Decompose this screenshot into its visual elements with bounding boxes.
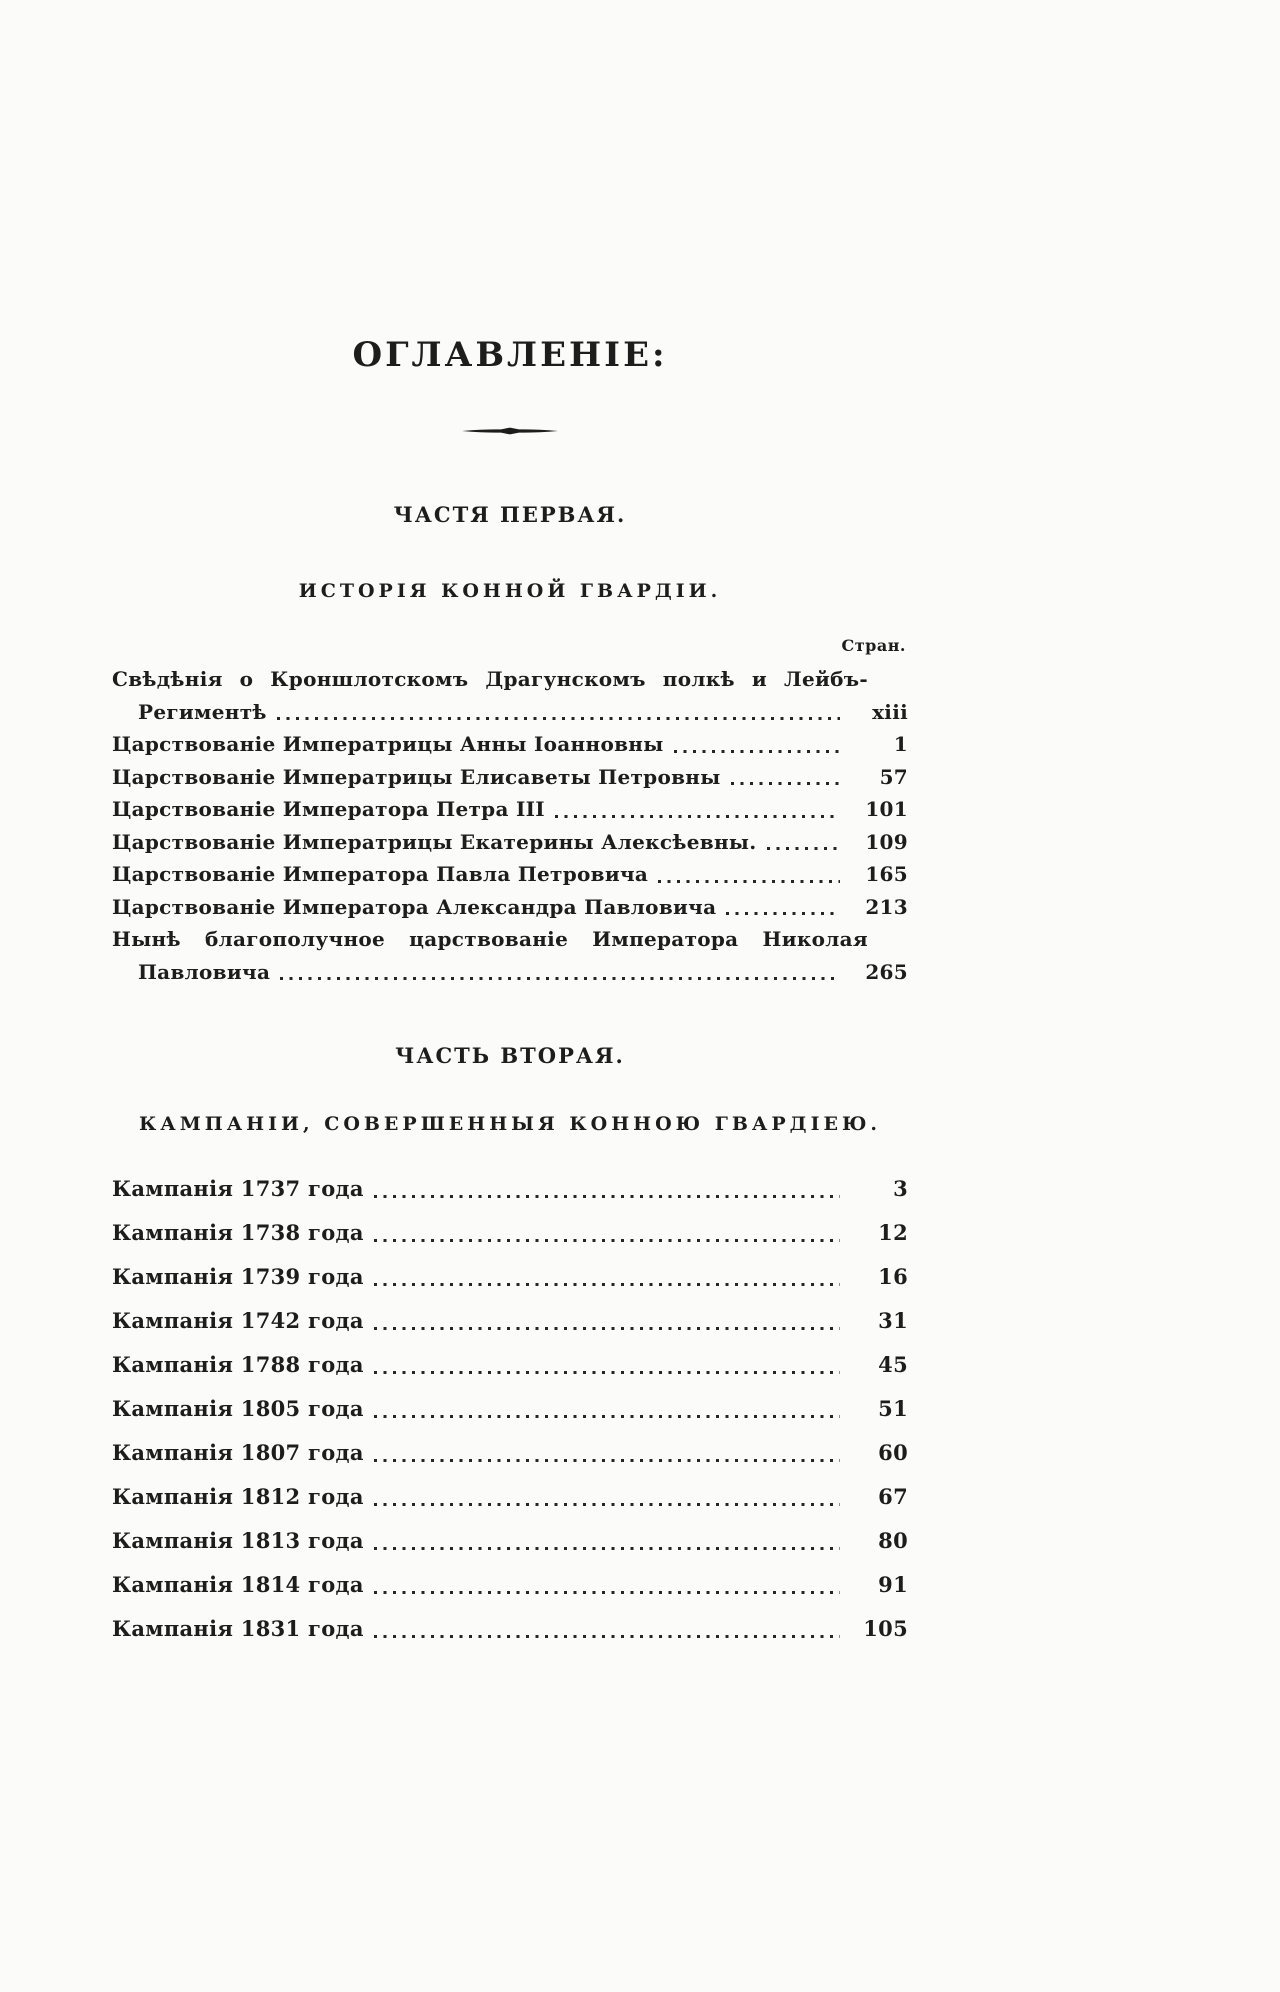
- toc-entry-title: Кампанія 1805 года: [112, 1396, 364, 1422]
- toc-entry-title: Царствованіе Императора Александра Павловича: [112, 894, 717, 919]
- toc-entry: [112, 1343, 908, 1387]
- toc-page-number: 31: [878, 1308, 908, 1334]
- toc-entry: [112, 1431, 908, 1475]
- toc-page-number: 12: [878, 1220, 908, 1246]
- pages-column-label: Стран.: [841, 636, 906, 656]
- toc-page-number: 45: [878, 1352, 908, 1378]
- dot-leader: [674, 750, 840, 753]
- dot-leader: [374, 1239, 840, 1242]
- toc-page-number: 1: [893, 732, 908, 757]
- toc-page-number: 101: [865, 797, 908, 822]
- toc-page-number: 57: [879, 764, 908, 789]
- toc-entry-title: Региментѣ: [138, 699, 267, 724]
- toc-entry-title: Кампанія 1742 года: [112, 1308, 364, 1334]
- dot-leader: [374, 1635, 840, 1638]
- book-page: [112, 0, 908, 1651]
- dot-leader: [767, 847, 840, 850]
- dot-leader: [374, 1459, 840, 1462]
- toc-entry: [112, 793, 908, 826]
- dot-leader: [374, 1195, 840, 1198]
- toc-page-number: 265: [865, 959, 908, 984]
- dot-leader: [374, 1503, 840, 1506]
- toc-entry: [112, 1167, 908, 1211]
- toc-entry-title: Кампанія 1831 года: [112, 1616, 364, 1642]
- toc-entry: [112, 696, 908, 729]
- dot-leader: [374, 1371, 840, 1374]
- toc-entry-line: Свѣдѣнія о Кроншлотскомъ Драгунскомъ полкѣ и Лейбъ-: [112, 667, 868, 692]
- dot-leader: [374, 1591, 840, 1594]
- part1-subheading: ИСТОРІЯ КОННОЙ ГВАРДІИ.: [298, 579, 722, 602]
- toc-page-number: 67: [878, 1484, 908, 1510]
- page-title: ОГЛАВЛЕНІЕ:: [352, 335, 668, 375]
- toc-page-number: 165: [865, 862, 908, 887]
- part1-toc: [112, 663, 908, 988]
- toc-page-number: 3: [893, 1176, 908, 1202]
- ornament-divider: [112, 426, 908, 438]
- toc-entry-line: Нынѣ благополучное царствованіе Императора Николая: [112, 927, 868, 952]
- toc-entry: [112, 1255, 908, 1299]
- dot-leader: [280, 977, 840, 980]
- toc-page-number: 60: [878, 1440, 908, 1466]
- toc-entry-title: Царствованіе Императрицы Анны Іоанновны: [112, 732, 664, 757]
- toc-entry-title: Кампанія 1739 года: [112, 1264, 364, 1290]
- toc-entry-title: Кампанія 1814 года: [112, 1572, 364, 1598]
- toc-page-number: 51: [878, 1396, 908, 1422]
- toc-page-number: 16: [878, 1264, 908, 1290]
- toc-entry: [112, 1519, 908, 1563]
- toc-page-number: 213: [865, 894, 908, 919]
- toc-entry-title: Царствованіе Императора Павла Петровича: [112, 862, 649, 887]
- toc-entry: [112, 1475, 908, 1519]
- toc-entry: [112, 826, 908, 859]
- toc-entry-title: Царствованіе Императрицы Елисаветы Петровны: [112, 764, 721, 789]
- toc-entry: [112, 728, 908, 761]
- dot-leader: [374, 1547, 840, 1550]
- toc-page-number: xiii: [872, 699, 908, 724]
- toc-entry: [112, 858, 908, 891]
- dot-leader: [374, 1283, 840, 1286]
- dot-leader: [658, 880, 840, 883]
- toc-entry-title: Кампанія 1788 года: [112, 1352, 364, 1378]
- part2-subheading: КАМПАНІИ, СОВЕРШЕННЫЯ КОННОЮ ГВАРДІЕЮ.: [138, 1112, 882, 1135]
- dot-leader: [726, 912, 840, 915]
- toc-entry-title: Кампанія 1813 года: [112, 1528, 364, 1554]
- toc-entry: [112, 956, 908, 989]
- toc-entry-title: Павловича: [138, 959, 271, 984]
- toc-entry-title: Кампанія 1738 года: [112, 1220, 364, 1246]
- toc-entry: [112, 1211, 908, 1255]
- toc-entry-title: Царствованіе Императрицы Екатерины Алексѣевны.: [112, 829, 757, 854]
- toc-page-number: 80: [878, 1528, 908, 1554]
- toc-page-number: 91: [878, 1572, 908, 1598]
- toc-page-number: 109: [865, 829, 908, 854]
- toc-entry: [112, 761, 908, 794]
- ornament-divider-icon: [462, 426, 558, 436]
- toc-entry-title: Кампанія 1737 года: [112, 1176, 364, 1202]
- toc-entry-title: Кампанія 1812 года: [112, 1484, 364, 1510]
- toc-page-number: 105: [863, 1616, 908, 1642]
- toc-entry: [112, 1563, 908, 1607]
- toc-entry: [112, 1607, 908, 1651]
- dot-leader: [374, 1415, 840, 1418]
- toc-entry: [112, 1387, 908, 1431]
- dot-leader: [555, 815, 840, 818]
- toc-entry-title: Царствованіе Императора Петра III: [112, 797, 545, 822]
- dot-leader: [277, 717, 840, 720]
- part2-toc: [112, 1167, 908, 1651]
- toc-entry-title: Кампанія 1807 года: [112, 1440, 364, 1466]
- dot-leader: [731, 782, 840, 785]
- part1-heading: ЧАСТЯ ПЕРВАЯ.: [393, 502, 627, 528]
- part2-heading: ЧАСТЬ ВТОРАЯ.: [395, 1043, 625, 1069]
- toc-entry: [112, 1299, 908, 1343]
- toc-entry: [112, 891, 908, 924]
- dot-leader: [374, 1327, 840, 1330]
